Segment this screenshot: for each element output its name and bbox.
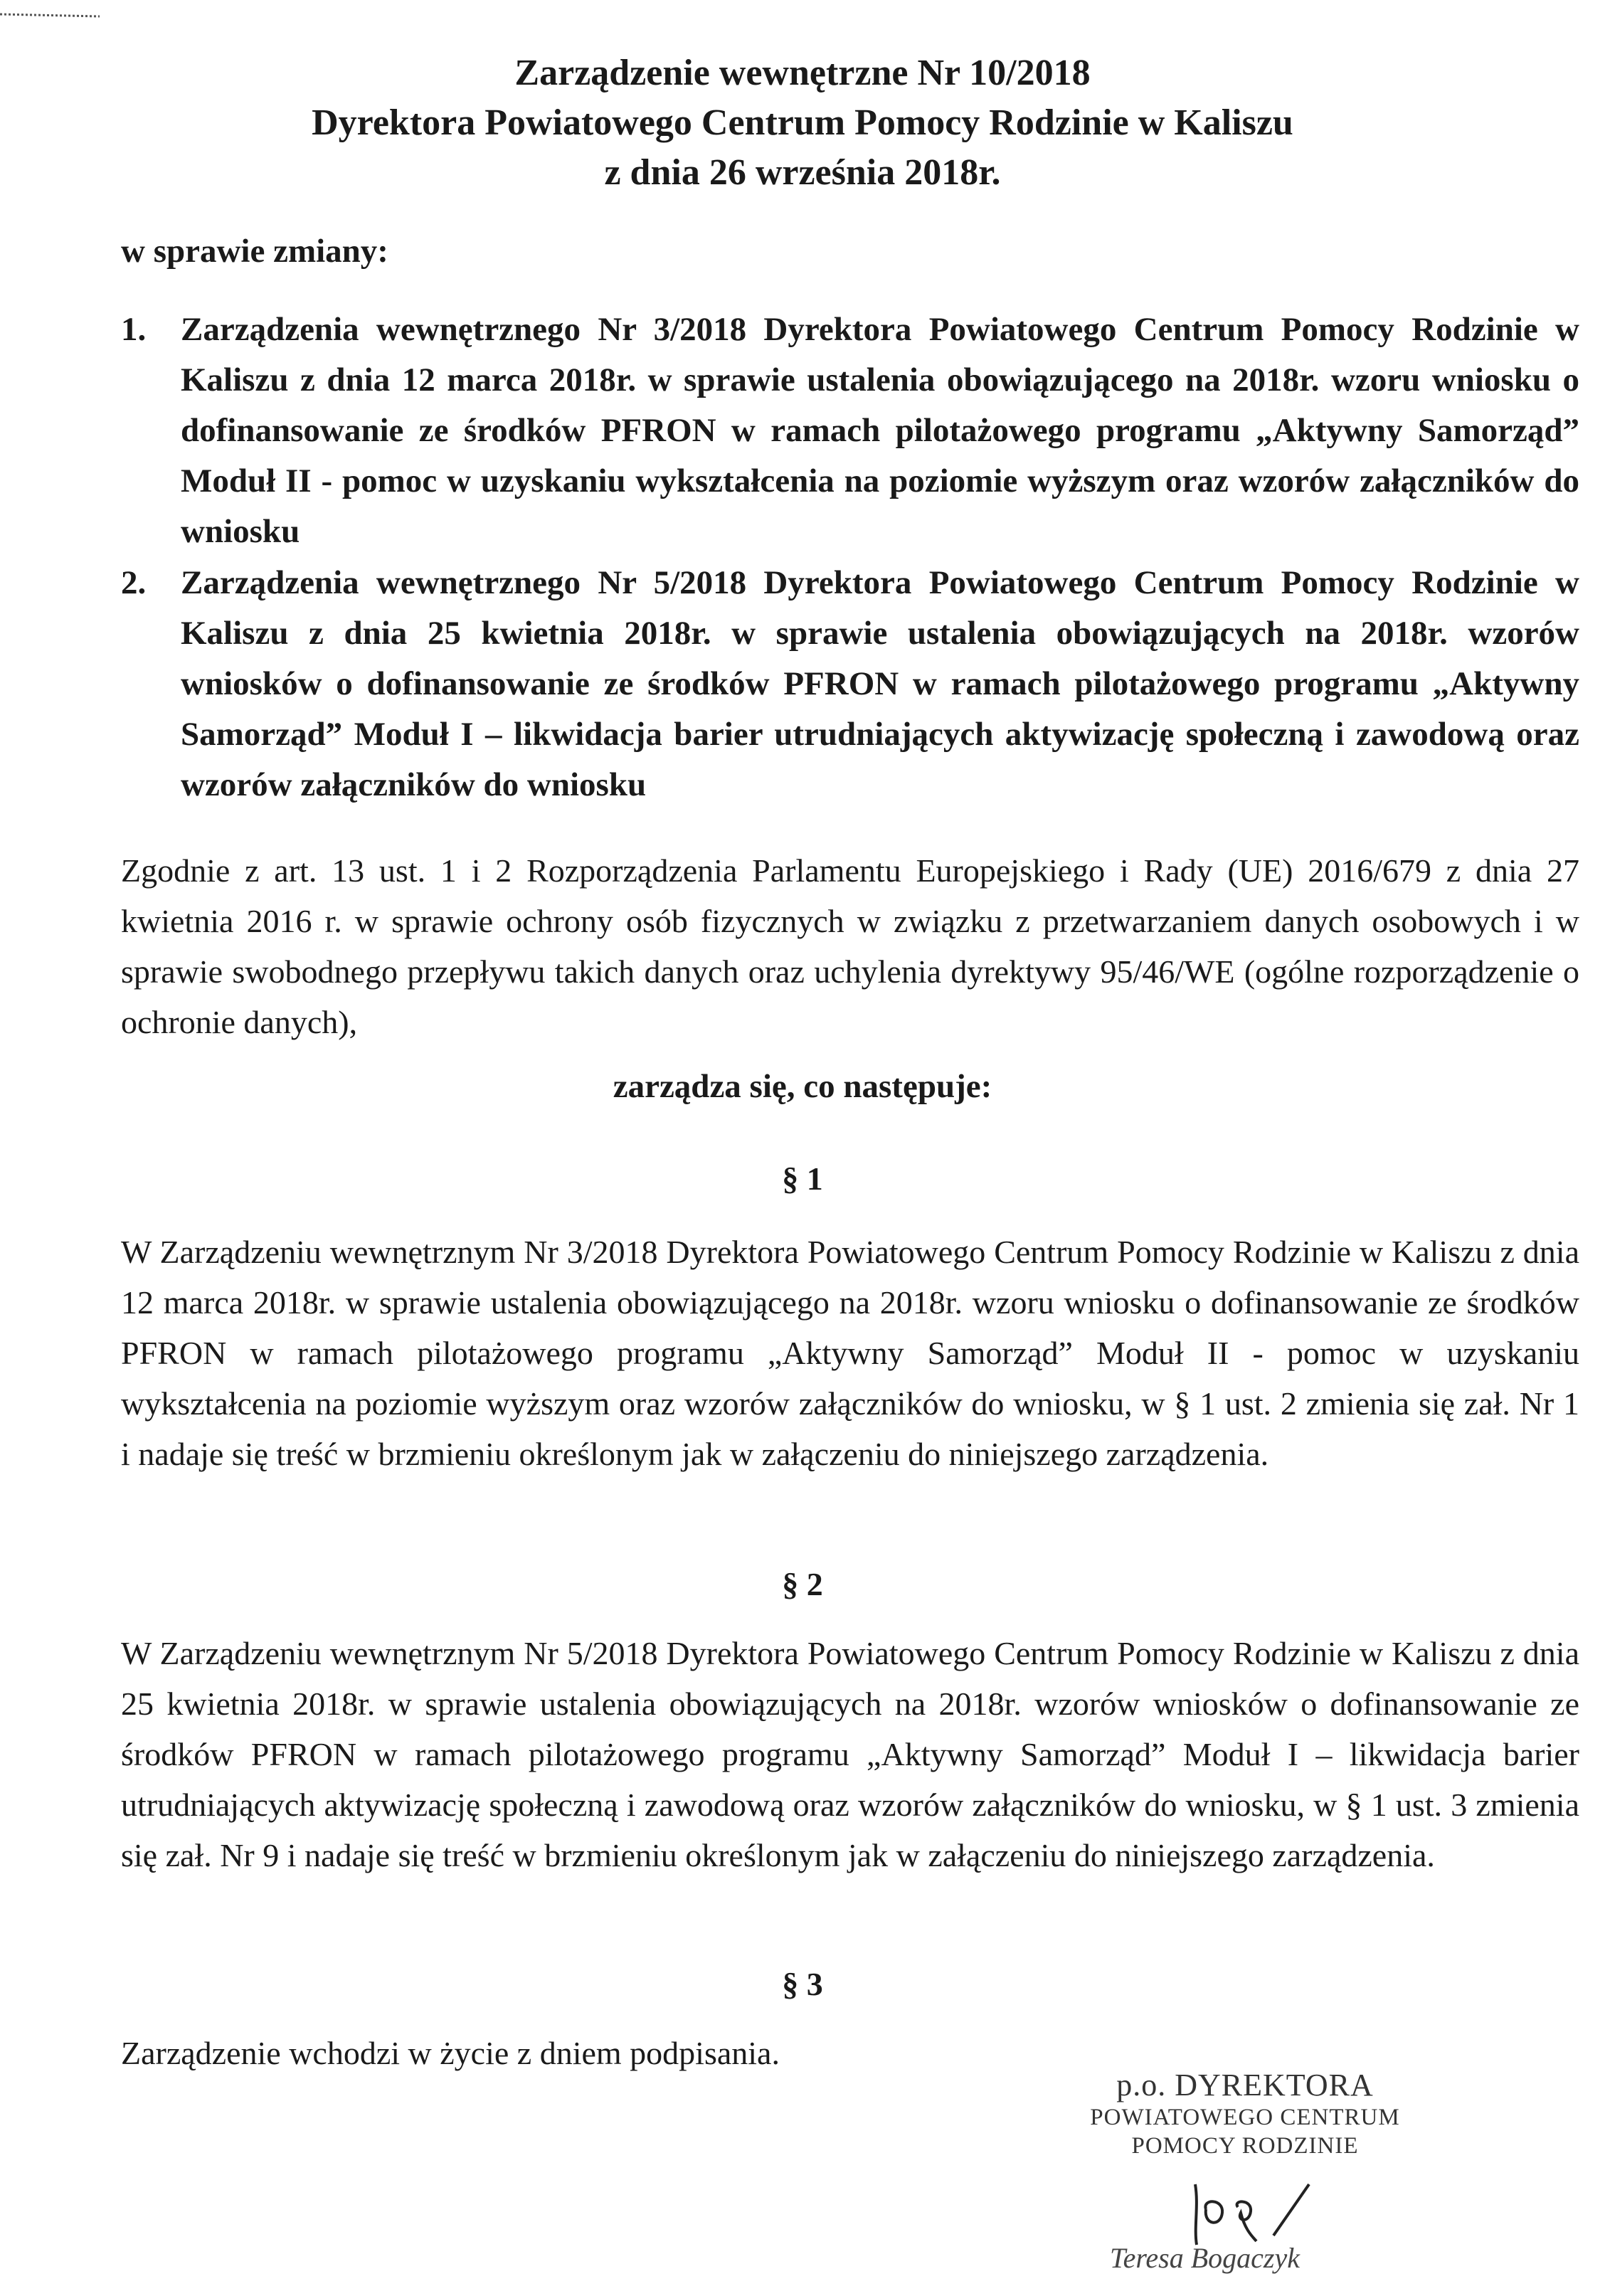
- title-line-1: Zarządzenie wewnętrzne Nr 10/2018: [514, 53, 1091, 93]
- section-3-text: Zarządzenie wchodzi w życie z dniem podpisania.: [121, 2035, 780, 2071]
- scan-artifact: [0, 14, 100, 18]
- amendment-number: 2.: [121, 564, 147, 601]
- ordering-phrase: zarządza się, co następuje:: [613, 1068, 992, 1105]
- handwritten-signature: [1167, 2170, 1352, 2248]
- stamp-line-1: p.o. DYREKTORA: [1116, 2068, 1374, 2102]
- amendment-text: Zarządzenia wewnętrznego Nr 3/2018 Dyrektora Powiatowego Centrum Pomocy Rodzinie w Kaliszu z dnia 12 marca 2018r. w sprawie ustalenia obowiązującego na 2018r. wzoru wniosku o dofinansowanie ze środków PFRON w ramach pilotażowego programu „Aktywny Samorząd” Moduł II - pomoc w uzyskaniu wykształcenia na poziomie wyższym oraz wzorów załączników do wniosku: [181, 311, 1579, 550]
- amendment-number: 1.: [121, 311, 147, 348]
- title-line-3: z dnia 26 września 2018r.: [604, 152, 1001, 193]
- amendment-item-2: [121, 558, 1579, 810]
- section-mark-2: § 2: [782, 1566, 823, 1602]
- section-1-text: W Zarządzeniu wewnętrznym Nr 3/2018 Dyrektora Powiatowego Centrum Pomocy Rodzinie w Kaliszu z dnia 12 marca 2018r. w sprawie ustalenia obowiązującego na 2018r. wzoru wniosku o dofinansowanie ze środków PFRON w ramach pilotażowego programu „Aktywny Samorząd” Moduł II - pomoc w uzyskaniu wykształcenia na poziomie wyższym oraz wzorów załączników do wniosku, w § 1 ust. 2 zmienia się zał. Nr 1 i nadaje się treść w brzmieniu określonym jak w załączeniu do niniejszego zarządzenia.: [121, 1234, 1579, 1472]
- legal-basis-paragraph: Zgodnie z art. 13 ust. 1 i 2 Rozporządzenia Parlamentu Europejskiego i Rady (UE) 2016/679 z dnia 27 kwietnia 2016 r. w sprawie ochrony osób fizycznych w związku z przetwarzaniem danych osobowych i w sprawie swobodnego przepływu takich danych oraz uchylenia dyrektywy 95/46/WE (ogólne rozporządzenie o ochronie danych),: [121, 852, 1579, 1040]
- section-mark-1: § 1: [782, 1160, 823, 1197]
- amendment-item-1: [121, 305, 1579, 557]
- stamp-line-2: POWIATOWEGO CENTRUM: [1090, 2105, 1400, 2130]
- section-mark-3: § 3: [782, 1966, 823, 2002]
- amendment-text: Zarządzenia wewnętrznego Nr 5/2018 Dyrektora Powiatowego Centrum Pomocy Rodzinie w Kaliszu z dnia 25 kwietnia 2018r. w sprawie ustalenia obowiązujących na 2018r. wzorów wniosków o dofinansowanie ze środków PFRON w ramach pilotażowego programu „Aktywny Samorząd” Moduł I – likwidacja barier utrudniających aktywizację społeczną i zawodową oraz wzorów załączników do wniosku: [181, 564, 1579, 803]
- title-line-2: Dyrektora Powiatowego Centrum Pomocy Rodzinie w Kaliszu: [312, 102, 1293, 143]
- section-2-text: W Zarządzeniu wewnętrznym Nr 5/2018 Dyrektora Powiatowego Centrum Pomocy Rodzinie w Kaliszu z dnia 25 kwietnia 2018r. w sprawie ustalenia obowiązujących na 2018r. wzorów wniosków o dofinansowanie ze środków PFRON w ramach pilotażowego programu „Aktywny Samorząd” Moduł I – likwidacja barier utrudniających aktywizację społeczną i zawodową oraz wzorów załączników do wniosku, w § 1 ust. 3 zmienia się zał. Nr 9 i nadaje się treść w brzmieniu określonym jak w załączeniu do niniejszego zarządzenia.: [121, 1635, 1579, 1873]
- director-stamp: [1024, 2067, 1466, 2160]
- subject-line: w sprawie zmiany:: [121, 233, 388, 270]
- signature-name: Teresa Bogaczyk: [1110, 2242, 1300, 2274]
- stamp-line-3: POMOCY RODZINIE: [1131, 2133, 1359, 2159]
